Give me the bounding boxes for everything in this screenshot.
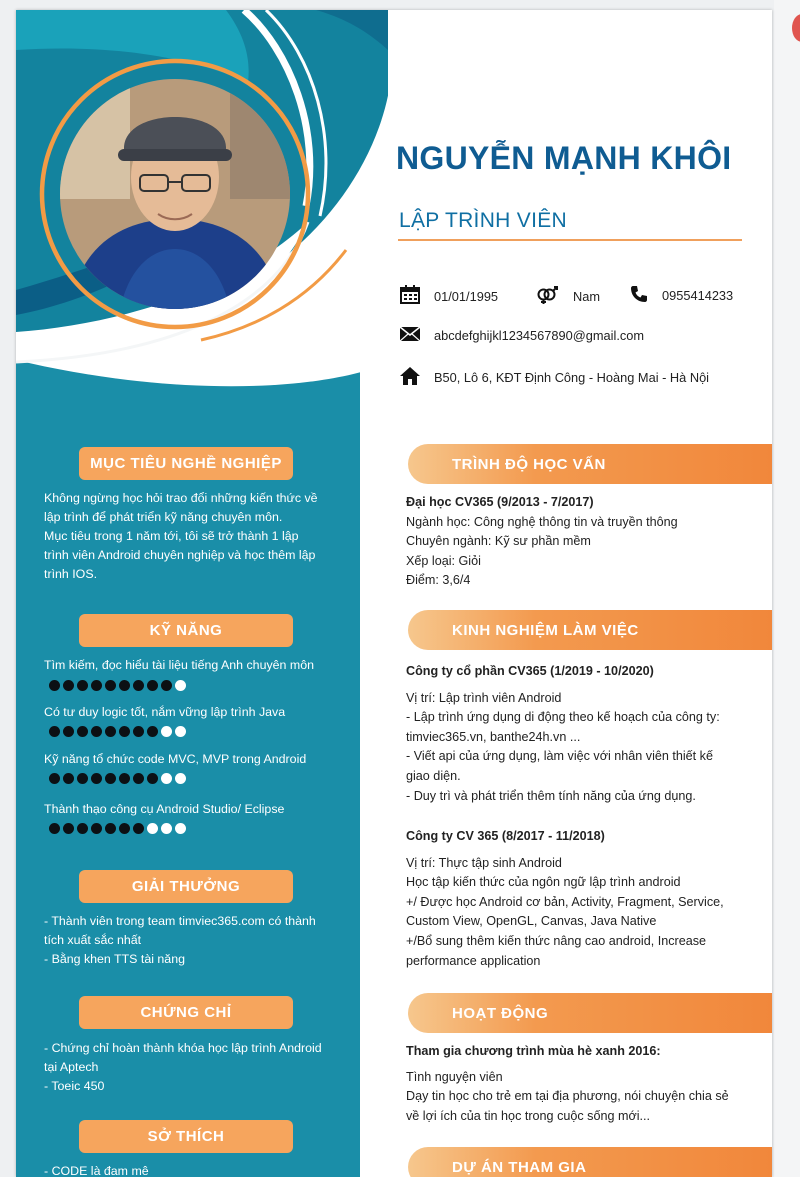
- rating-dot-filled: [49, 680, 60, 691]
- objective-line: trình viên Android chuyên nghiệp và học thêm lập: [44, 548, 316, 562]
- job-line: timviec365.vn, banthe24h.vn ...: [406, 729, 581, 744]
- job-title: LẬP TRÌNH VIÊN: [399, 209, 567, 232]
- job-line: - Viết api của ứng dụng, làm việc với nhân viên thiết kế: [406, 749, 713, 764]
- education-line: Điểm: 3,6/4: [406, 573, 471, 588]
- rating-dot-filled: [105, 726, 116, 737]
- certificates-line: - Chứng chỉ hoàn thành khóa học lập trình Android: [44, 1041, 322, 1055]
- rating-dot-filled: [105, 680, 116, 691]
- cv-page: [16, 10, 772, 1177]
- rating-dot-filled: [105, 823, 116, 834]
- gender-info: [537, 285, 600, 307]
- job-line: Custom View, OpenGL, Canvas, Java Native: [406, 914, 657, 929]
- phone-info: [630, 285, 733, 306]
- objective-line: trình IOS.: [44, 567, 98, 581]
- gender-icon: [537, 285, 559, 307]
- job-line: performance application: [406, 953, 541, 968]
- skill-rating: [49, 823, 186, 834]
- projects-title: DỰ ÁN THAM GIA: [408, 1147, 772, 1177]
- job-line: giao diện.: [406, 768, 461, 783]
- awards-line: - Bằng khen TTS tài năng: [44, 952, 185, 966]
- education-title: TRÌNH ĐỘ HỌC VẤN: [408, 444, 772, 484]
- birthday-value: 01/01/1995: [434, 288, 499, 304]
- job-line: Vị trí: Thực tập sinh Android: [406, 855, 562, 870]
- objective-line: Không ngừng học hỏi trao đổi những kiến thức về: [44, 491, 318, 505]
- awards-line: - Thành viên trong team timviec365.com có thành: [44, 914, 316, 928]
- skill-rating: [49, 773, 186, 784]
- skill-name: Có tư duy logic tốt, nắm vững lập trình Java: [44, 705, 286, 719]
- rating-dot-filled: [63, 726, 74, 737]
- rating-dot-empty: [161, 726, 172, 737]
- rating-dot-filled: [119, 773, 130, 784]
- rating-dot-filled: [119, 823, 130, 834]
- email-value: abcdefghijkl1234567890@gmail.com: [434, 328, 645, 343]
- rating-dot-filled: [63, 680, 74, 691]
- certificates-line: - Toeic 450: [44, 1079, 105, 1093]
- rating-dot-filled: [105, 773, 116, 784]
- skill-rating: [49, 726, 186, 737]
- rating-dot-empty: [175, 773, 186, 784]
- hobbies-title: SỞ THÍCH: [79, 1120, 293, 1153]
- address-value: B50, Lô 6, KĐT Định Công - Hoàng Mai - Hà Nội: [434, 370, 710, 385]
- school-name: Đại học CV365 (9/2013 - 7/2017): [406, 495, 594, 509]
- rating-dot-empty: [161, 773, 172, 784]
- education-line: Ngành học: Công nghệ thông tin và truyền thông: [406, 514, 678, 529]
- skill-name: Tìm kiếm, đọc hiểu tài liệu tiếng Anh chuyên môn: [44, 658, 314, 672]
- rating-dot-filled: [133, 823, 144, 834]
- rating-dot-filled: [119, 726, 130, 737]
- job-line: - Lập trình ứng dụng di động theo kế hoạch của công ty:: [406, 710, 720, 725]
- gender-value: Nam: [573, 288, 601, 304]
- rating-dot-filled: [161, 680, 172, 691]
- objective-title: MỤC TIÊU NGHỀ NGHIỆP: [79, 447, 293, 480]
- candidate-name: NGUYỄN MẠNH KHÔI: [396, 140, 732, 176]
- rating-dot-filled: [147, 773, 158, 784]
- rating-dot-filled: [49, 773, 60, 784]
- awards-title: GIẢI THƯỞNG: [79, 870, 293, 903]
- rating-dot-filled: [133, 726, 144, 737]
- activity-line: Dạy tin học cho trẻ em tại địa phương, nói chuyện chia sẻ: [406, 1089, 729, 1104]
- rating-dot-filled: [77, 680, 88, 691]
- rating-dot-filled: [91, 773, 102, 784]
- phone-value: 0955414233: [662, 288, 734, 303]
- job-line: - Duy trì và phát triển thêm tính năng của ứng dụng.: [406, 788, 696, 803]
- calendar-icon: [400, 285, 420, 307]
- activity-event: Tham gia chương trình mùa hè xanh 2016:: [406, 1044, 661, 1058]
- rating-dot-filled: [77, 773, 88, 784]
- job-line: Học tập kiến thức của ngôn ngữ lập trình android: [406, 875, 681, 890]
- skill-name: Kỹ năng tổ chức code MVC, MVP trong Android: [44, 752, 307, 766]
- home-icon: [400, 367, 420, 388]
- rating-dot-empty: [175, 726, 186, 737]
- job-line: Vị trí: Lập trình viên Android: [406, 690, 562, 705]
- rating-dot-filled: [133, 773, 144, 784]
- activity-line: Tình nguyện viên: [406, 1069, 503, 1084]
- address-info: [400, 367, 709, 388]
- rating-dot-empty: [147, 823, 158, 834]
- rating-dot-filled: [63, 823, 74, 834]
- birthday-info: [400, 285, 498, 307]
- rating-dot-empty: [175, 680, 186, 691]
- hobbies-line: - CODE là đam mê: [44, 1164, 149, 1177]
- certificates-title: CHỨNG CHỈ: [79, 996, 293, 1029]
- job-line: +/Bổ sung thêm kiến thức nâng cao android, Increase: [406, 933, 707, 948]
- job-line: +/ Được học Android cơ bản, Activity, Fragment, Service,: [406, 894, 724, 909]
- rating-dot-filled: [133, 680, 144, 691]
- rating-dot-empty: [175, 823, 186, 834]
- company-name: Công ty CV 365 (8/2017 - 11/2018): [406, 829, 605, 843]
- awards-text: [44, 912, 344, 969]
- title-underline: [398, 239, 742, 241]
- rating-dot-filled: [147, 726, 158, 737]
- job-entry: [406, 662, 766, 806]
- hobbies-text: [44, 1162, 344, 1177]
- education-text: [406, 493, 766, 591]
- rating-dot-filled: [49, 823, 60, 834]
- activities-title: HOẠT ĐỘNG: [408, 993, 772, 1033]
- skill-name: Thành thạo công cụ Android Studio/ Eclipse: [44, 802, 285, 816]
- rating-dot-filled: [77, 823, 88, 834]
- rating-dot-empty: [161, 823, 172, 834]
- company-name: Công ty cổ phần CV365 (1/2019 - 10/2020): [406, 664, 654, 678]
- phone-icon: [630, 285, 648, 306]
- education-line: Chuyên ngành: Kỹ sư phần mềm: [406, 534, 591, 549]
- activities-text: [406, 1042, 766, 1126]
- email-info: [400, 326, 644, 345]
- browser-background: [774, 0, 800, 1177]
- rating-dot-filled: [147, 680, 158, 691]
- rating-dot-filled: [91, 823, 102, 834]
- objective-text: [44, 489, 344, 584]
- job-entry: [406, 827, 766, 971]
- education-line: Xếp loại: Giỏi: [406, 553, 481, 568]
- activity-line: về lợi ích của tin học trong cuộc sống mới...: [406, 1108, 651, 1123]
- skills-title: KỸ NĂNG: [79, 614, 293, 647]
- objective-line: Mục tiêu trong 1 năm tới, tôi sẽ trở thành 1 lập: [44, 529, 299, 543]
- rating-dot-filled: [49, 726, 60, 737]
- certificates-text: [44, 1039, 344, 1096]
- rating-dot-filled: [119, 680, 130, 691]
- awards-line: tích xuất sắc nhất: [44, 933, 142, 947]
- objective-line: lập trình để phát triển kỹ năng chuyên môn.: [44, 510, 283, 524]
- rating-dot-filled: [63, 773, 74, 784]
- envelope-icon: [400, 326, 420, 345]
- rating-dot-filled: [91, 726, 102, 737]
- rating-dot-filled: [77, 726, 88, 737]
- profile-photo: [60, 79, 290, 309]
- certificates-line: tại Aptech: [44, 1060, 99, 1074]
- rating-dot-filled: [91, 680, 102, 691]
- skill-rating: [49, 680, 186, 691]
- experience-title: KINH NGHIỆM LÀM VIỆC: [408, 610, 772, 650]
